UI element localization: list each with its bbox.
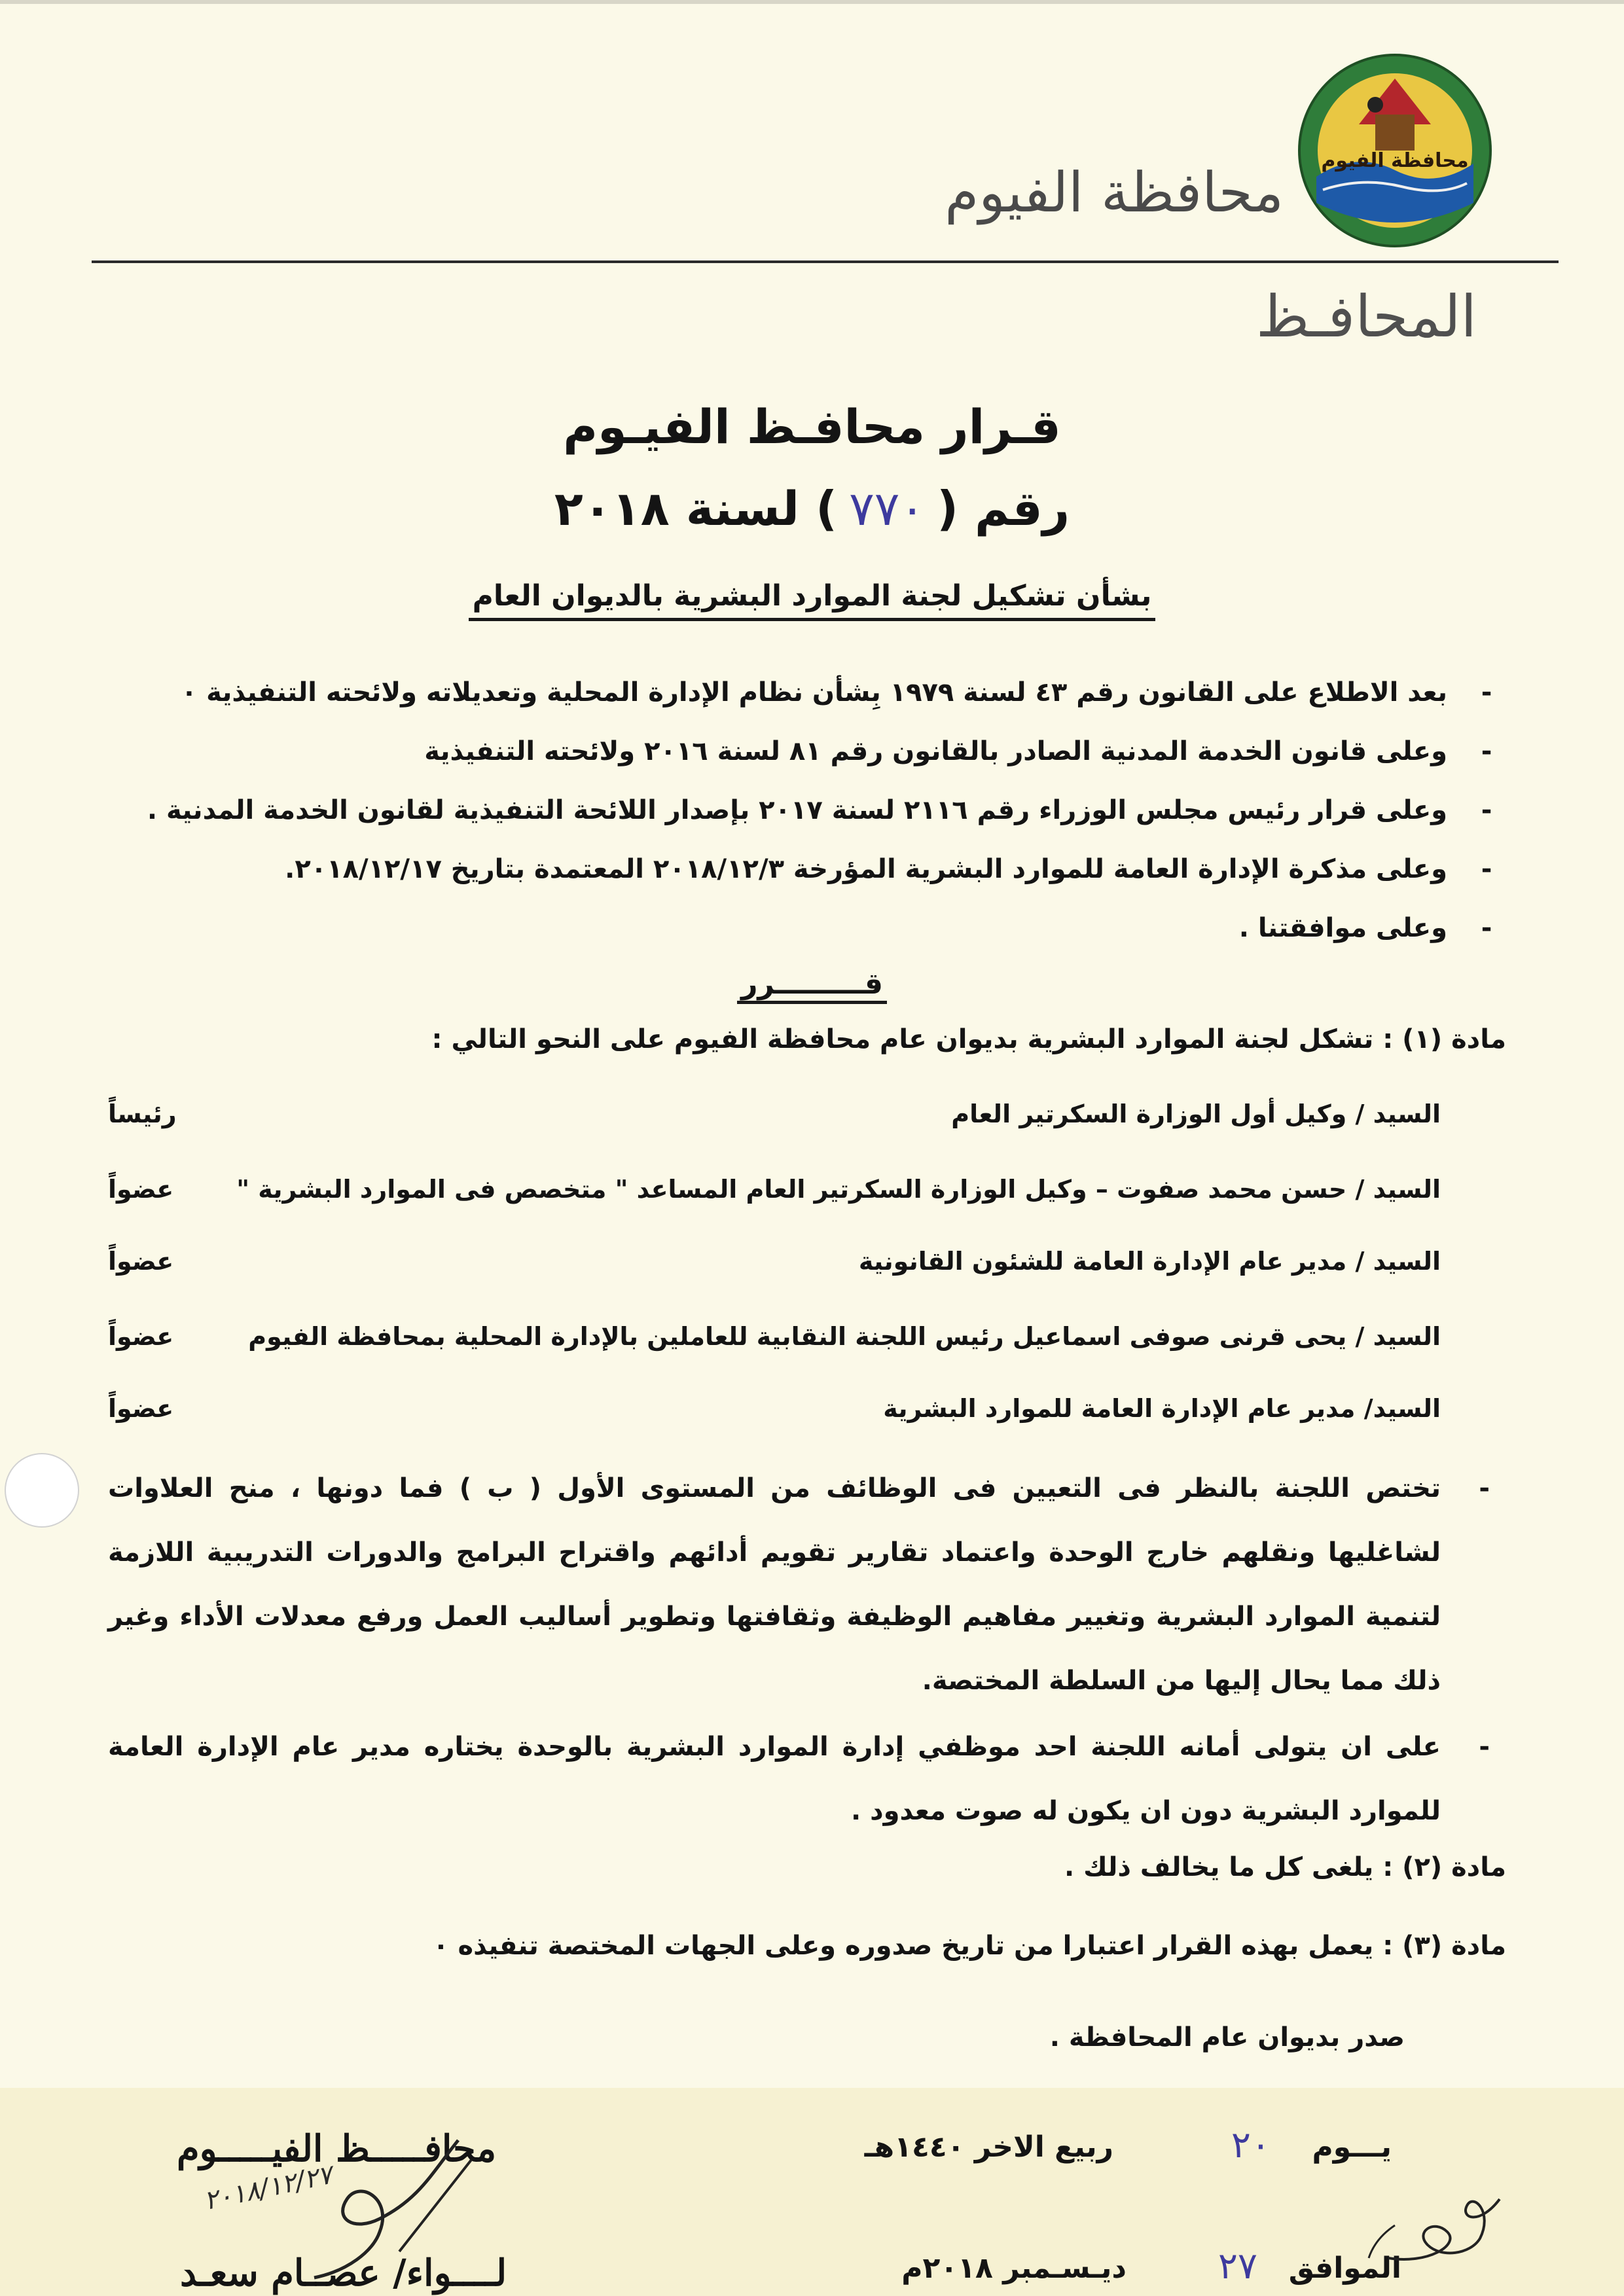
article-2: مادة (٢) : يلغى كل ما يخالف ذلك . xyxy=(1064,1852,1506,1882)
day-value: ٢٠ xyxy=(1231,2124,1271,2166)
handwritten-date: ٢٠١٨/١٢/٢٧ xyxy=(201,2159,335,2217)
dash-bullet: - xyxy=(1481,913,1492,943)
day-label: يـــوم xyxy=(1312,2130,1392,2164)
member-name: السيد / مدير عام الإدارة العامة للشئون القانونية xyxy=(858,1247,1441,1276)
header-rule xyxy=(92,260,1559,263)
issued-statement: صدر بديوان عام المحافظة . xyxy=(1049,2022,1405,2053)
preamble-text: وعلى قرار رئيس مجلس الوزراء رقم ٢١١٦ لسنة ٢٠١٧ بإصدار اللائحة التنفيذية لقانون الخدمة المدنية . xyxy=(147,795,1447,825)
signature-title: محافـــــظ الفيـــــوم xyxy=(177,2127,497,2170)
member-role: عضواً xyxy=(108,1322,174,1351)
member-role: رئيساً xyxy=(108,1100,177,1128)
member-role: عضواً xyxy=(108,1175,174,1204)
gregorian-day: ٢٧ xyxy=(1218,2245,1257,2287)
preamble-text: وعلى موافقتنا . xyxy=(1238,913,1447,943)
decree-number-prefix: رقم ( xyxy=(937,481,1070,536)
dash-bullet: - xyxy=(1481,795,1492,825)
article-1: مادة (١) : تشكل لجنة الموارد البشرية بديوان عام محافظة الفيوم على النحو التالي : xyxy=(431,1024,1506,1054)
dash-bullet: - xyxy=(1479,1732,1490,1762)
gregorian-label: الموافق xyxy=(1288,2251,1401,2285)
preamble-item xyxy=(1239,913,1506,943)
governorate-name: محافظة الفيوم xyxy=(945,160,1284,224)
decided-text: قـــــــــرر xyxy=(737,967,887,1004)
paragraph-text: على ان يتولى أمانه اللجنة احد موظفي إدارة الموارد البشرية بالوحدة يختاره مدير عام الإدارة العامة للموارد البشرية دون ان يكون له صوت معدود . xyxy=(108,1732,1441,1826)
dash-bullet: - xyxy=(1479,1473,1490,1503)
preamble-text: بعد الاطلاع على القانون رقم ٤٣ لسنة ١٩٧٩ بِشأن نظام الإدارة المحلية وتعديلاته ولائحته التنفيذية ٠ xyxy=(181,677,1447,708)
preamble-item xyxy=(147,795,1506,825)
decree-subject xyxy=(0,579,1624,613)
decree-number xyxy=(0,481,1624,536)
hijri-date: ربيع الاخر ١٤٤٠هـ xyxy=(864,2130,1113,2164)
governor-signature xyxy=(183,2121,641,2284)
governorate-logo xyxy=(1297,52,1493,249)
member-name: السيد/ مدير عام الإدارة العامة للموارد البشرية xyxy=(883,1394,1441,1423)
member-name: السيد / وكيل أول الوزارة السكرتير العام xyxy=(951,1100,1441,1128)
dash-bullet: - xyxy=(1481,736,1492,766)
dash-bullet: - xyxy=(1481,677,1492,708)
decree-subject-text: بشأن تشكيل لجنة الموارد البشرية بالديوان العام xyxy=(469,579,1156,621)
top-edge xyxy=(0,0,1624,4)
preamble-item xyxy=(181,677,1506,708)
preamble-item xyxy=(285,854,1506,884)
preamble-text: وعلى قانون الخدمة المدنية الصادر بالقانون رقم ٨١ لسنة ٢٠١٦ ولائحته التنفيذية xyxy=(424,736,1447,766)
office-label: المحافـظ xyxy=(1255,283,1477,350)
paragraph-text: تختص اللجنة بالنظر فى التعيين فى الوظائف من المستوى الأول ( ب ) فما دونها ، منح العلاوات لشاغليها ونقلهم خارج الوحدة واعتماد تقارير تقويم أدائهم واقتراح البرامج والدورات التدريبية اللازمة لتنمية الموارد البشرية وتغيير مفاهيم الوظيفة وثقافتها وتطوير أساليب العمل ورفع معدلات الأداء وغير ذلك مما يحال إليها من السلطة المختصة. xyxy=(108,1473,1441,1696)
preamble-item xyxy=(424,736,1506,766)
member-name: السيد / حسن محمد صفوت – وكيل الوزارة السكرتير العام المساعد " متخصص فى الموارد البشرية " xyxy=(236,1175,1441,1204)
committee-duties-paragraph xyxy=(108,1456,1490,1713)
decree-number-value: ٧٧٠ xyxy=(849,481,926,536)
gregorian-date: ديـسـمبر ٢٠١٨م xyxy=(901,2251,1127,2285)
preamble-text: وعلى مذكرة الإدارة العامة للموارد البشرية المؤرخة ٢٠١٨/١٢/٣ المعتمدة بتاريخ ٢٠١٨/١٢/١٧. xyxy=(285,854,1447,884)
decree-number-suffix: ) لسنة ٢٠١٨ xyxy=(554,481,838,536)
secretariat-paragraph xyxy=(108,1715,1490,1843)
article-3: مادة (٣) : يعمل بهذه القرار اعتبارا من تاريخ صدوره وعلى الجهات المختصة تنفيذه ٠ xyxy=(433,1931,1506,1961)
member-name: السيد / يحى قرنى صوفى اسماعيل رئيس اللجنة النقابية للعاملين بالإدارة المحلية بمحافظة الفيوم xyxy=(248,1322,1441,1351)
member-role: عضواً xyxy=(108,1247,174,1276)
punch-hole xyxy=(5,1453,79,1528)
signature-name: لــــواء/ عصــام سعـد xyxy=(180,2251,507,2295)
initials-signature xyxy=(1349,2186,1519,2278)
dash-bullet: - xyxy=(1481,854,1492,884)
decree-title: قـرار محافـظ الفيـوم xyxy=(563,399,1061,454)
member-role: عضواً xyxy=(108,1394,174,1423)
logo-text: محافظة الفيوم xyxy=(1321,149,1469,172)
decided-heading xyxy=(0,967,1624,1001)
